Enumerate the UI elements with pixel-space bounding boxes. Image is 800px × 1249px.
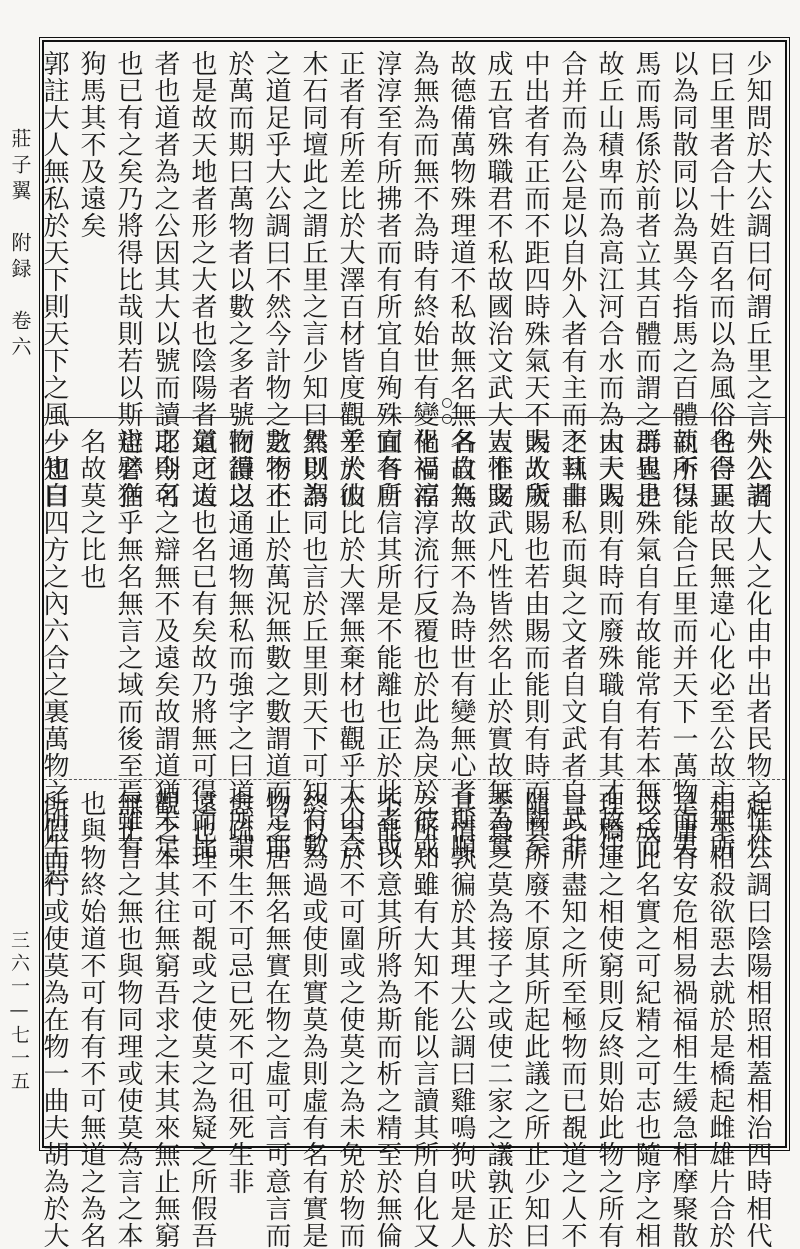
- text-column: 耶今名之辯無不及遠矣故謂道猶未足: [150, 428, 180, 860]
- text-column: 禍福淳淳流行反覆也於此為戾於彼或: [409, 428, 439, 860]
- text-column: 故德備萬物殊理道不私故無名無名故無: [446, 50, 476, 509]
- text-column: 各自為故無不為時世有變無心者斯順: [446, 428, 476, 860]
- column-group: [39, 790, 775, 1249]
- text-column: 外入者大人之化由中出者民物之性性: [742, 428, 772, 860]
- text-column: 郭註大人無私於天下則天下之風一也自: [39, 50, 69, 509]
- text-column: 其情孰徧於其理大公調曰雞鳴狗吠是人: [446, 790, 476, 1249]
- text-column: 理橋運之相使窮則反終則始此物之所有: [594, 790, 624, 1249]
- column-group: [39, 428, 775, 887]
- text-column: 者也道者為之公因其大以號而讀之則可: [150, 50, 180, 509]
- text-column: 也與物終始道不可有有不可無道之為名: [76, 790, 106, 1249]
- text-column: 之所知雖有大知不能以言讀其所自化又: [409, 790, 439, 1249]
- text-column: 中出者有正而不距四時殊氣天不賜故歲: [520, 50, 550, 509]
- text-column: 物之居無名無實在物之虛可言可意言而: [261, 790, 291, 1249]
- text-column: 名故莫之比也: [76, 428, 106, 590]
- text-column: 所假而行或使莫為在物一曲夫胡為於大: [39, 790, 69, 1249]
- text-column: 合并而為公是以自外入者有主而不執由: [557, 50, 587, 509]
- text-column: 各得正故民無違心化必至公故主無所: [705, 428, 735, 860]
- text-column: 馬而馬係於前者立其百體而謂之馬也是: [631, 50, 661, 509]
- text-column: 曰丘里者合十姓百名而以為風俗也合異: [705, 50, 735, 509]
- text-column: 隨其所廢不原其所起此議之所止少知曰: [520, 790, 550, 1249]
- text-column: 成五官殊職君不私故國治文武大人不賜: [483, 50, 513, 509]
- text-column: 起大公調曰陰陽相照相蓋相治四時相代: [742, 790, 772, 1249]
- text-column: 為無為而無不為時有終始世有變化禍福: [409, 50, 439, 509]
- text-column: 故丘山積卑而為高江河合水而為大大人: [594, 50, 624, 509]
- text-column: 無止言之無也與物同理或使莫為言之本: [113, 790, 143, 1249]
- text-column: 是庸有安危相易禍福相生緩急相摩聚散: [668, 790, 698, 1249]
- text-column: 也已有之矣乃將得比哉則若以斯辯譬猶: [113, 50, 143, 509]
- page-number: 三六一—七一五: [8, 930, 30, 1094]
- running-title: 莊子翼 附録 卷六: [8, 128, 32, 362]
- text-column: 終以為過或使則實莫為則虛有名有實是: [298, 790, 328, 1249]
- text-column: 之耳非私而與之文者自文武者自武非: [557, 428, 587, 860]
- text-column: 淳淳至有所拂者而有所宜自殉殊面有所: [372, 50, 402, 509]
- text-column: 群異也殊氣自有故能常有若本無之而: [631, 428, 661, 860]
- text-column: 豈惟文武凡性皆然名止於實故無為實: [483, 428, 513, 860]
- text-column: 少知曰四方之內六合之裏萬物之所生惡: [39, 428, 69, 887]
- text-column: 大至於不可圍或之使莫之為未免於物而: [335, 790, 365, 1249]
- left-margin: [0, 0, 40, 1157]
- text-column: 木石同壇此之謂丘里之言少知曰然則謂: [298, 50, 328, 509]
- text-column: 季真之莫為接子之或使二家之議孰正於: [483, 790, 513, 1249]
- text-column: 也是故天地者形之大者也陰陽者氣之大: [187, 50, 217, 509]
- text-column: 於萬而期曰萬物者以數之多者號而讀之: [224, 50, 254, 509]
- text-column: 不能以意其所將為斯而析之精至於無倫: [372, 790, 402, 1249]
- text-panel-lower: [39, 782, 785, 1249]
- text-column: 少知問於大公調曰何謂丘里之言大公調: [742, 50, 772, 509]
- text-column: 之道足乎大公調曰不然今計物之數不止: [261, 50, 291, 509]
- text-column: 異以為同也言於丘里則天下可知有數: [298, 428, 328, 860]
- text-column: 以為同散同以為異今指馬之百體而不得: [668, 50, 698, 509]
- text-column: 以成此名實之可紀精之可志也隨序之相: [631, 790, 661, 1249]
- text-column: 之物不止於萬況無數之數謂道而足耶: [261, 428, 291, 860]
- text-column: 執所以能合丘里而并天下一萬物而夷: [668, 428, 698, 860]
- text-panel-middle: [39, 420, 785, 887]
- text-column: 相生相殺欲惡去就於是橋起雌雄片合於: [705, 790, 735, 1249]
- text-column: 大人所賜也若由賜而能則有時而闕矣: [520, 428, 550, 860]
- text-column: 言之所盡知之所至極物而已覩道之人不: [557, 790, 587, 1249]
- text-column: 差於彼比於大澤無棄材也觀乎太山合: [335, 428, 365, 860]
- text-column: 愈疏未生不可忌已死不可徂死生非: [224, 790, 254, 1195]
- punctuation-circle: [442, 414, 452, 424]
- punctuation-circle: [442, 398, 452, 408]
- text-column: 遠也理不可覩或之使莫之為疑之所假吾: [187, 790, 217, 1249]
- text-column: 由天賜則有時而廢殊職自有其才故任: [594, 428, 624, 860]
- text-column: 道可道也名已有矣故乃將無可得而比: [187, 428, 217, 860]
- page-frame: [39, 40, 787, 1249]
- text-column: 物得以通通物無私而強字之曰道所謂: [224, 428, 254, 860]
- text-column: 狗馬其不及遠矣: [76, 50, 106, 239]
- text-column: 觀之本其往無窮吾求之末其來無止無窮: [150, 790, 180, 1249]
- text-column: 正者有所差比於大澤百材皆度觀乎大山: [335, 50, 365, 509]
- text-column: 宜各自信其所是不能離也正於此者或: [372, 428, 402, 860]
- text-column: 也必在乎無名無言之域而後至焉雖有: [113, 428, 143, 860]
